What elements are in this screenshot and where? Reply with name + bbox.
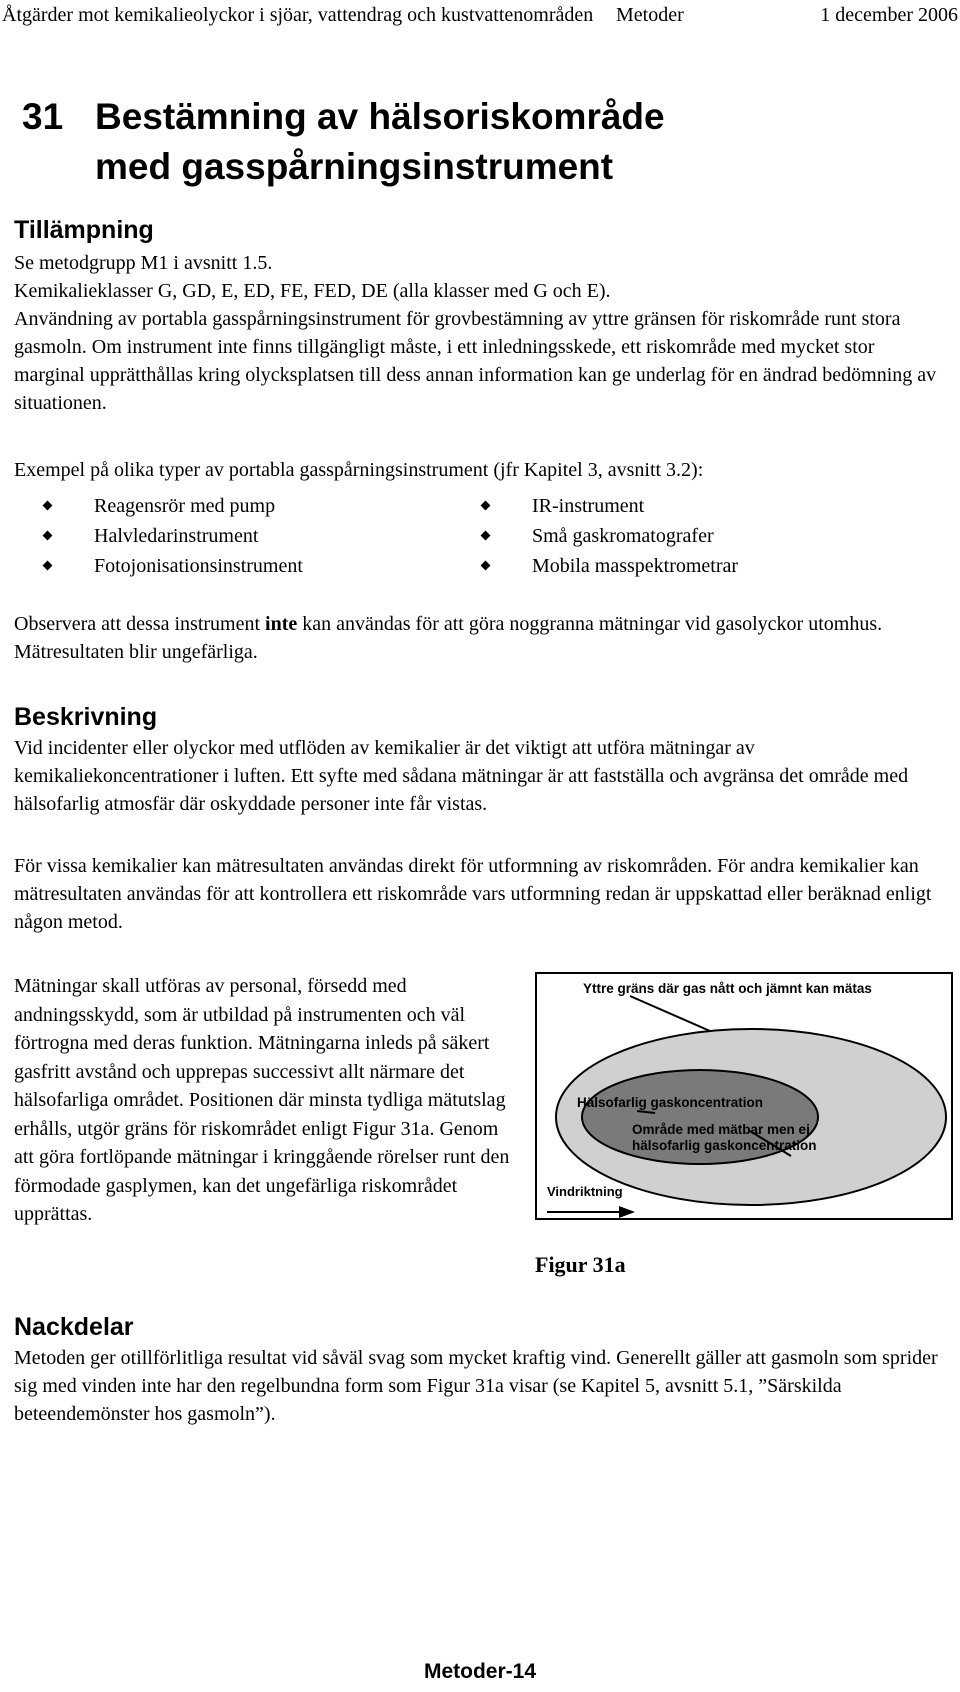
heading-nackdelar: Nackdelar [14, 1313, 134, 1341]
chemical-classes-line: Kemikalieklasser G, GD, E, ED, FE, FED, DE (alla klasser med G och E). [14, 280, 611, 302]
label-hazardous: Hälsofarlig gaskoncentration [577, 1095, 764, 1110]
diamond-bullet-icon [481, 501, 491, 511]
usage-paragraph: Användning av portabla gasspårningsinstrument för grovbestämning av yttre gränsen för riskområde runt stora gasmoln. Om instrument inte finns tillgängligt måste, i ett inledningsskede, ett riskområde med mycket stor marginal upprätthållas kring olycksplatsen till dess annan information kan ge underlag för en ändrad bedömning av situationen. [14, 308, 937, 414]
beskrivning-paragraph-1: Vid incidenter eller olyckor med utflöden av kemikalier är det viktigt att utföra mätningar av kemikaliekoncentrationer i luften. Ett syfte med sådana mätningar är att fastställa och avgränsa det område med hälsofarlig atmosfär där oskyddade personer inte får vistas. [14, 737, 909, 815]
chapter-title-line-1: Bestämning av hälsoriskområde [95, 96, 665, 137]
diamond-bullet-icon [43, 501, 53, 511]
risk-area-diagram [535, 972, 953, 1220]
label-outer-boundary: Yttre gräns där gas nått och jämnt kan mätas [583, 981, 872, 996]
nackdelar-paragraph: Metoden ger otillförlitliga resultat vid såväl svag som mycket kraftig vind. Generellt gäller att gasmoln som sprider sig med vinden inte har den regelbundna form som Figur 31a visar (se Kapitel 5, avsnitt 5.1, ”Särskilda beteendemönster hos gasmoln”). [14, 1347, 938, 1425]
beskrivning-paragraph-2: För vissa kemikalier kan mätresultaten användas direkt för utformning av riskområden. För andra kemikalier kan mätresultaten användas för att kontrollera ett riskområde vars utformning redan är uppskattad eller beräknad enligt någon metod. [14, 855, 932, 933]
instrument-list: Reagensrör med pump Halvledarinstrument Fotojonisationsinstrument IR-instrument Små gaskromatografer Mobila masspektrometrar [14, 492, 949, 580]
emphasis-inte: inte [265, 613, 298, 635]
header-document-title: Åtgärder mot kemikalieolyckor i sjöar, vattendrag och kustvattenområden [2, 4, 594, 26]
label-measurable-line-1: Område med mätbar men ej [632, 1122, 810, 1137]
measurement-paragraph: Mätningar skall utföras av personal, försedd med andningsskydd, som är utbildad på instrumenten och väl förtrogna med deras funktion. Mätningarna inleds på säkert gasfritt avstånd och upprepas successivt allt närmare det hälsofarliga området. Positionen där minsta tydliga mätutslag erhålls, utgör gräns för riskområdet enligt Figur 31a. Genom att göra fortlöpande mätningar i kringgående rörelser runt den förmodade gasplymen, kan det ungefärliga riskområdet upprättas. [14, 975, 510, 1225]
label-measurable-line-2: hälsofarlig gaskoncentration [632, 1138, 817, 1153]
examples-intro: Exempel på olika typer av portabla gasspårningsinstrument (jfr Kapitel 3, avsnitt 3.2): [14, 459, 704, 481]
diamond-bullet-icon [43, 531, 53, 541]
diamond-bullet-icon [43, 561, 53, 571]
header-section: Metoder [616, 4, 684, 26]
header-date: 1 december 2006 [820, 4, 958, 26]
diamond-bullet-icon [481, 531, 491, 541]
observation-note: Observera att dessa instrument inte kan användas för att göra noggranna mätningar vid gasolyckor utomhus. Mätresultaten blir ungefärliga. [14, 613, 883, 663]
figure-31a [535, 972, 953, 1220]
page-footer: Metoder-14 [423, 1660, 537, 1683]
label-wind-direction: Vindriktning [547, 1184, 623, 1199]
running-header [0, 4, 960, 28]
tillampning-text [14, 249, 949, 417]
chapter-number: 31 [22, 96, 64, 137]
figure-caption: Figur 31a [535, 1252, 626, 1277]
heading-tillampning: Tillämpning [14, 216, 154, 244]
heading-beskrivning: Beskrivning [14, 703, 158, 731]
method-group-line: Se metodgrupp M1 i avsnitt 1.5. [14, 252, 273, 274]
chapter-title-line-2: med gasspårningsinstrument [95, 146, 614, 187]
diamond-bullet-icon [481, 561, 491, 571]
